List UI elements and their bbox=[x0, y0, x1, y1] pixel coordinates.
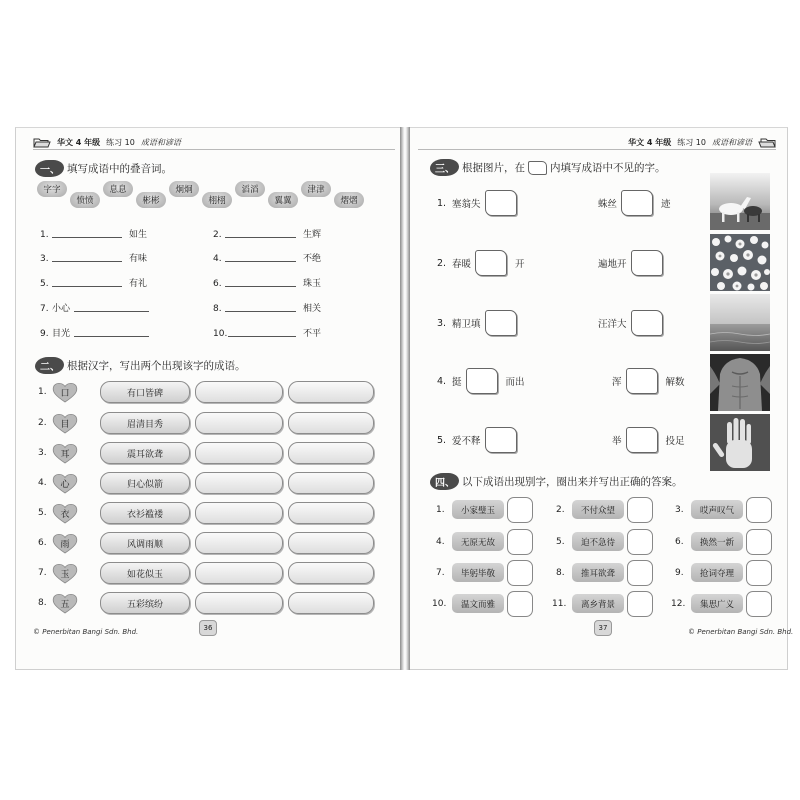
idiom-fragment: 相关 bbox=[303, 304, 322, 314]
section-3-heading bbox=[430, 159, 666, 176]
idiom-fragment: 小心 bbox=[52, 304, 71, 314]
word-bank-pill: 愤愤 bbox=[70, 192, 100, 208]
page-number: 36 bbox=[199, 620, 217, 636]
answer-pill bbox=[195, 502, 283, 524]
item-number: 11. bbox=[552, 598, 567, 609]
item-number: 5. bbox=[38, 508, 47, 518]
character-row bbox=[38, 562, 374, 584]
heart-icon bbox=[52, 503, 78, 524]
picture-idiom-item bbox=[612, 427, 685, 453]
correction-item bbox=[556, 560, 653, 585]
key-character: 五 bbox=[60, 599, 70, 610]
heart-icon bbox=[52, 563, 78, 584]
answer-pill bbox=[288, 532, 374, 554]
item-number: 8. bbox=[213, 304, 222, 314]
item-number: 7. bbox=[40, 304, 49, 314]
item-number: 6. bbox=[675, 536, 684, 547]
correction-item bbox=[432, 591, 533, 616]
answer-box bbox=[631, 310, 663, 336]
answer-box bbox=[627, 591, 653, 617]
character-row bbox=[38, 381, 374, 403]
answer-box bbox=[626, 427, 658, 453]
idiom-fragment: 而出 bbox=[505, 377, 525, 388]
item-number: 5. bbox=[40, 279, 49, 289]
fill-item bbox=[213, 252, 321, 264]
idiom-fragment: 珠玉 bbox=[303, 279, 322, 289]
item-number: 3. bbox=[675, 504, 684, 515]
key-character: 耳 bbox=[60, 449, 70, 460]
section-instruction: 填写成语中的叠音词。 bbox=[67, 163, 172, 175]
item-number: 1. bbox=[38, 387, 47, 397]
item-number: 8. bbox=[38, 598, 47, 608]
correction-item bbox=[675, 497, 772, 522]
answer-box bbox=[746, 560, 772, 586]
idiom-with-error: 温文而雅 bbox=[452, 594, 504, 613]
character-row bbox=[38, 442, 374, 464]
answer-box bbox=[475, 250, 507, 276]
header-topic: 成语和谚语 bbox=[140, 137, 181, 147]
idiom-fragment: 蛛丝 bbox=[598, 199, 618, 210]
answer-pill bbox=[195, 532, 283, 554]
example-idiom: 风调雨顺 bbox=[100, 532, 190, 554]
example-idiom: 有口皆碑 bbox=[100, 381, 190, 403]
answer-blank bbox=[225, 260, 296, 262]
torso-photo bbox=[710, 354, 770, 411]
section-instruction: 根据汉字，写出两个出现该字的成语。 bbox=[67, 360, 246, 372]
answer-box bbox=[507, 591, 533, 617]
answer-pill bbox=[195, 442, 283, 464]
item-number: 4. bbox=[213, 254, 222, 264]
answer-blank bbox=[74, 335, 149, 337]
heart-icon bbox=[52, 382, 78, 403]
answer-pill bbox=[288, 442, 374, 464]
correction-item bbox=[675, 529, 772, 554]
item-number: 3. bbox=[38, 448, 47, 458]
header-topic: 成语和谚语 bbox=[712, 137, 752, 147]
picture-idiom-item bbox=[437, 368, 525, 394]
horse-photo bbox=[710, 173, 770, 230]
item-number: 10. bbox=[432, 598, 447, 609]
idiom-fragment: 遍地开 bbox=[598, 259, 627, 270]
item-number: 4. bbox=[437, 375, 447, 387]
word-bank-pill: 滔滔 bbox=[235, 181, 265, 197]
answer-box bbox=[627, 497, 653, 523]
item-number: 8. bbox=[556, 567, 565, 578]
example-idiom: 震耳欲聋 bbox=[100, 442, 190, 464]
section-4-heading bbox=[430, 473, 683, 490]
item-number: 9. bbox=[40, 329, 49, 339]
answer-box bbox=[485, 427, 517, 453]
picture-idiom-item bbox=[437, 310, 521, 336]
fill-item bbox=[40, 327, 156, 339]
item-number: 7. bbox=[38, 568, 47, 578]
item-number: 7. bbox=[436, 567, 445, 578]
item-number: 12. bbox=[671, 598, 686, 609]
folder-icon bbox=[33, 137, 51, 148]
copyright-text: © Penerbitan Bangi Sdn. Bhd. bbox=[33, 628, 139, 636]
key-character: 目 bbox=[60, 419, 70, 430]
item-number: 9. bbox=[675, 567, 684, 578]
fill-item bbox=[40, 277, 147, 289]
answer-box bbox=[485, 310, 517, 336]
header-grade: 华文 4 年级 bbox=[628, 137, 672, 147]
answer-box bbox=[627, 560, 653, 586]
word-bank-pill: 炯炯 bbox=[169, 181, 199, 197]
answer-blank bbox=[74, 310, 149, 312]
instruction-box-sample bbox=[528, 161, 547, 175]
idiom-fragment: 有礼 bbox=[129, 279, 148, 289]
item-number: 4. bbox=[436, 536, 445, 547]
word-bank-pill: 字字 bbox=[37, 181, 67, 197]
item-number: 5. bbox=[437, 434, 447, 446]
idiom-fragment: 解数 bbox=[665, 377, 685, 388]
heart-icon bbox=[52, 593, 78, 614]
picture-idiom-item bbox=[612, 368, 685, 394]
idiom-fragment: 挺 bbox=[452, 377, 462, 388]
word-bank-pill: 津津 bbox=[301, 181, 331, 197]
answer-box bbox=[621, 190, 653, 216]
answer-pill bbox=[195, 562, 283, 584]
item-number: 3. bbox=[40, 254, 49, 264]
example-idiom: 眉清目秀 bbox=[100, 412, 190, 434]
correction-item bbox=[436, 560, 533, 585]
answer-box bbox=[507, 529, 533, 555]
picture-idiom-item bbox=[437, 250, 525, 276]
idiom-with-error: 无原无故 bbox=[452, 532, 504, 551]
example-idiom: 归心似箭 bbox=[100, 472, 190, 494]
item-number: 1. bbox=[436, 504, 445, 515]
word-bank-pill: 彬彬 bbox=[136, 192, 166, 208]
correction-item bbox=[556, 497, 653, 522]
item-number: 4. bbox=[38, 478, 47, 488]
item-number: 3. bbox=[437, 317, 447, 329]
item-number: 2. bbox=[213, 230, 222, 240]
item-number: 2. bbox=[38, 418, 47, 428]
answer-pill bbox=[288, 502, 374, 524]
book-spine bbox=[400, 127, 410, 670]
character-row bbox=[38, 592, 374, 614]
answer-blank bbox=[228, 335, 296, 337]
answer-box bbox=[466, 368, 498, 394]
right-page-header bbox=[418, 135, 776, 150]
idiom-fragment: 如生 bbox=[129, 230, 148, 240]
example-idiom: 如花似玉 bbox=[100, 562, 190, 584]
answer-blank bbox=[225, 236, 296, 238]
item-number: 1. bbox=[437, 197, 447, 209]
item-number: 1. bbox=[40, 230, 49, 240]
answer-box bbox=[631, 250, 663, 276]
item-number: 2. bbox=[437, 257, 447, 269]
section-number-badge: 二、 bbox=[35, 357, 64, 374]
answer-pill bbox=[288, 381, 374, 403]
fill-item bbox=[40, 228, 147, 240]
answer-box bbox=[507, 497, 533, 523]
answer-blank bbox=[52, 260, 122, 262]
idiom-fragment: 浑 bbox=[612, 377, 622, 388]
answer-blank bbox=[52, 285, 122, 287]
idiom-fragment: 举 bbox=[612, 436, 622, 447]
item-number: 6. bbox=[38, 538, 47, 548]
idiom-fragment: 目光 bbox=[52, 329, 71, 339]
item-number: 6. bbox=[213, 279, 222, 289]
idiom-fragment: 有味 bbox=[129, 254, 148, 264]
idiom-fragment: 塞翁失 bbox=[452, 199, 481, 210]
fill-item bbox=[213, 228, 321, 240]
header-grade: 华文 4 年级 bbox=[57, 137, 101, 147]
answer-pill bbox=[288, 592, 374, 614]
answer-box bbox=[627, 529, 653, 555]
section-instruction: 以下成语出现别字，圈出来并写出正确的答案。 bbox=[462, 476, 683, 488]
idiom-with-error: 毕躬毕敬 bbox=[452, 563, 504, 582]
key-character: 口 bbox=[60, 388, 70, 399]
character-row bbox=[38, 502, 374, 524]
example-idiom: 五彩缤纷 bbox=[100, 592, 190, 614]
correction-item bbox=[671, 591, 772, 616]
character-row bbox=[38, 472, 374, 494]
correction-item bbox=[675, 560, 772, 585]
idiom-fragment: 投足 bbox=[665, 436, 685, 447]
answer-box bbox=[485, 190, 517, 216]
idiom-with-error: 哎声叹气 bbox=[691, 500, 743, 519]
page-number: 37 bbox=[594, 620, 612, 636]
word-bank-pill: 息息 bbox=[103, 181, 133, 197]
idiom-fragment: 不绝 bbox=[303, 254, 322, 264]
answer-pill bbox=[195, 412, 283, 434]
idiom-fragment: 开 bbox=[515, 259, 525, 270]
answer-pill bbox=[288, 472, 374, 494]
idiom-with-error: 推耳欲聋 bbox=[572, 563, 624, 582]
flowers-photo bbox=[710, 234, 770, 291]
answer-pill bbox=[195, 592, 283, 614]
header-exercise: 练习 10 bbox=[106, 137, 135, 147]
header-exercise: 练习 10 bbox=[677, 137, 706, 147]
key-character: 雨 bbox=[60, 539, 70, 550]
answer-pill bbox=[288, 412, 374, 434]
answer-pill bbox=[288, 562, 374, 584]
answer-box bbox=[507, 560, 533, 586]
idiom-fragment: 精卫填 bbox=[452, 319, 481, 330]
section-number-badge: 四、 bbox=[430, 473, 459, 490]
idiom-with-error: 离乡背景 bbox=[572, 594, 624, 613]
picture-idiom-item bbox=[437, 427, 521, 453]
picture-idiom-item bbox=[598, 310, 667, 336]
correction-item bbox=[556, 529, 653, 554]
heart-icon bbox=[52, 413, 78, 434]
answer-pill bbox=[195, 472, 283, 494]
folder-icon bbox=[758, 137, 776, 148]
correction-item bbox=[436, 529, 533, 554]
picture-idiom-item bbox=[437, 190, 521, 216]
copyright-text: © Penerbitan Bangi Sdn. Bhd. bbox=[688, 628, 794, 636]
idiom-fragment: 汪洋大 bbox=[598, 319, 627, 330]
fill-item bbox=[213, 302, 321, 314]
answer-blank bbox=[52, 236, 122, 238]
heart-icon bbox=[52, 473, 78, 494]
left-page-header bbox=[33, 135, 395, 150]
idiom-fragment: 春暖 bbox=[452, 259, 472, 270]
hand-photo bbox=[710, 414, 770, 471]
correction-item bbox=[552, 591, 653, 616]
item-number: 2. bbox=[556, 504, 565, 515]
picture-idiom-item bbox=[598, 250, 667, 276]
key-character: 衣 bbox=[60, 509, 70, 520]
section-number-badge: 三、 bbox=[430, 159, 459, 176]
idiom-with-error: 抢词夺理 bbox=[691, 563, 743, 582]
section-2-heading bbox=[35, 357, 246, 374]
fill-item bbox=[213, 277, 321, 289]
section-number-badge: 一、 bbox=[35, 160, 64, 177]
word-bank-pill: 栩栩 bbox=[202, 192, 232, 208]
answer-box bbox=[746, 591, 772, 617]
idiom-fragment: 爱不释 bbox=[452, 436, 481, 447]
word-bank-pill: 熠熠 bbox=[334, 192, 364, 208]
fill-item bbox=[40, 302, 156, 314]
item-number: 5. bbox=[556, 536, 565, 547]
fill-item bbox=[40, 252, 147, 264]
sea-photo bbox=[710, 294, 770, 351]
answer-box bbox=[746, 497, 772, 523]
answer-box bbox=[746, 529, 772, 555]
key-character: 心 bbox=[60, 479, 70, 490]
answer-blank bbox=[225, 310, 296, 312]
answer-box bbox=[626, 368, 658, 394]
answer-blank bbox=[225, 285, 296, 287]
section-instruction: 内填写成语中不见的字。 bbox=[550, 162, 666, 174]
idiom-fragment: 迹 bbox=[661, 199, 671, 210]
idiom-with-error: 不付众望 bbox=[572, 500, 624, 519]
correction-item bbox=[436, 497, 533, 522]
word-bank-pill: 翼翼 bbox=[268, 192, 298, 208]
example-idiom: 衣衫褴褛 bbox=[100, 502, 190, 524]
section-instruction: 根据图片，在 bbox=[462, 162, 525, 174]
word-bank bbox=[37, 181, 364, 208]
heart-icon bbox=[52, 533, 78, 554]
idiom-fragment: 生辉 bbox=[303, 230, 322, 240]
item-number: 10. bbox=[213, 329, 228, 339]
heart-icon bbox=[52, 443, 78, 464]
answer-pill bbox=[195, 381, 283, 403]
idiom-with-error: 迫不急待 bbox=[572, 532, 624, 551]
character-row bbox=[38, 532, 374, 554]
idiom-fragment: 不平 bbox=[303, 329, 322, 339]
idiom-with-error: 小家璧玉 bbox=[452, 500, 504, 519]
character-row bbox=[38, 412, 374, 434]
picture-idiom-item bbox=[598, 190, 671, 216]
fill-item bbox=[213, 327, 321, 339]
key-character: 玉 bbox=[60, 569, 70, 580]
idiom-with-error: 集思广义 bbox=[691, 594, 743, 613]
idiom-with-error: 换然一新 bbox=[691, 532, 743, 551]
section-1-heading bbox=[35, 160, 172, 177]
